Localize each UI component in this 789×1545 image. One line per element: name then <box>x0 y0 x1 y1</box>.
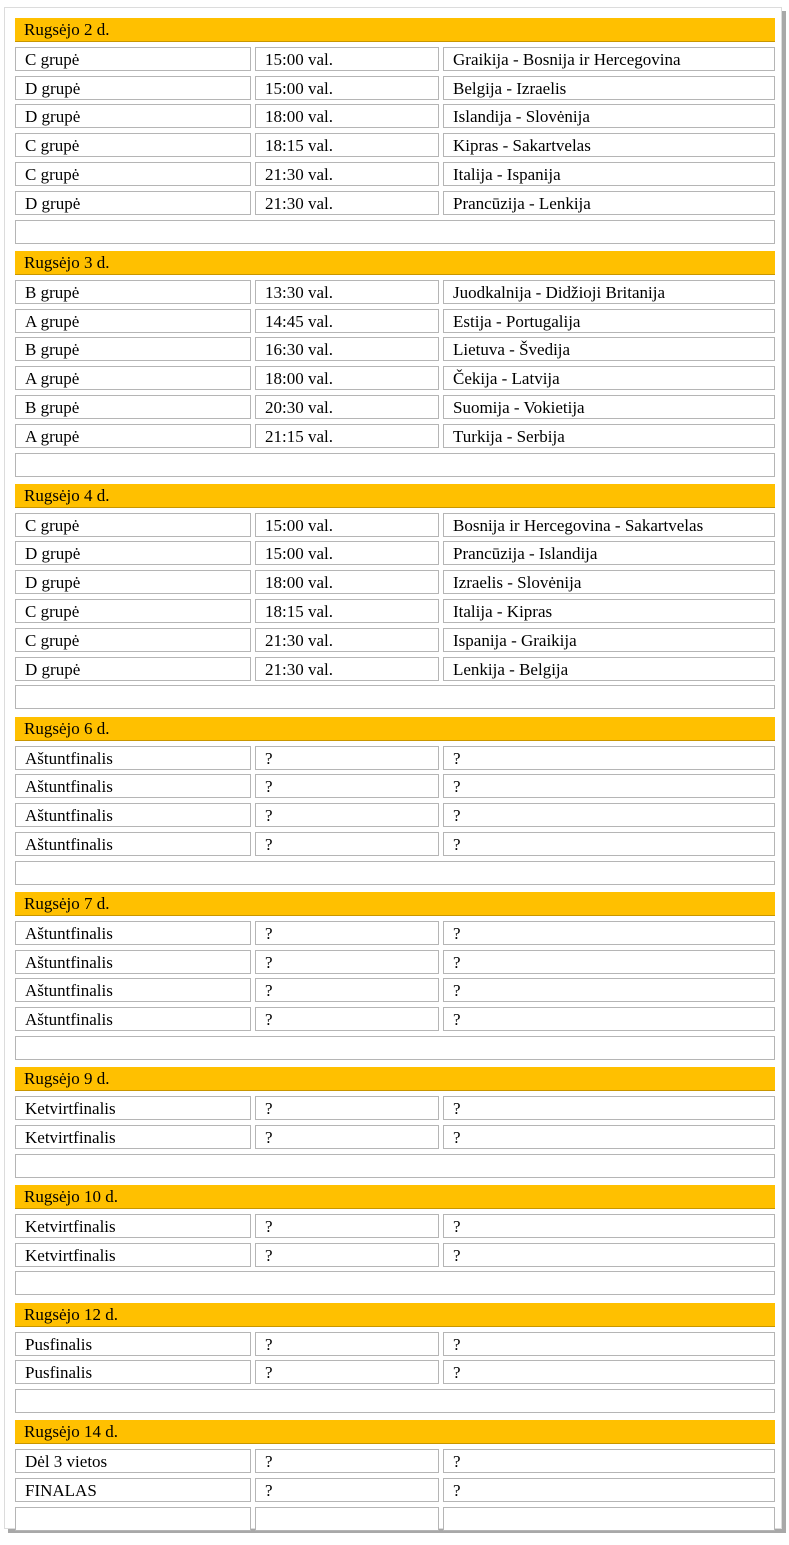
match-cell: Graikija - Bosnija ir Hercegovina <box>443 47 775 71</box>
match-cell: ? <box>443 1125 775 1149</box>
group-cell: C grupė <box>15 628 251 652</box>
group-cell: C grupė <box>15 162 251 186</box>
group-cell: C grupė <box>15 513 251 537</box>
match-cell: ? <box>443 921 775 945</box>
group-cell: D grupė <box>15 104 251 128</box>
table-row <box>15 599 775 624</box>
time-cell: 20:30 val. <box>255 395 439 419</box>
match-cell: ? <box>443 1449 775 1473</box>
time-cell: 13:30 val. <box>255 280 439 304</box>
table-row <box>15 1507 775 1532</box>
date-header: Rugsėjo 7 d. <box>15 892 775 916</box>
group-cell: Dėl 3 vietos <box>15 1449 251 1473</box>
date-header: Rugsėjo 9 d. <box>15 1067 775 1091</box>
match-cell: Estija - Portugalija <box>443 309 775 333</box>
table-row <box>15 424 775 449</box>
date-header: Rugsėjo 14 d. <box>15 1420 775 1444</box>
time-cell: ? <box>255 950 439 974</box>
table-row <box>15 47 775 72</box>
spacer-row <box>15 1154 775 1178</box>
time-cell: ? <box>255 1478 439 1502</box>
match-cell: ? <box>443 978 775 1002</box>
spacer-row <box>15 861 775 885</box>
group-cell: A grupė <box>15 366 251 390</box>
time-cell: 21:30 val. <box>255 162 439 186</box>
table-row <box>15 803 775 828</box>
group-cell: Aštuntfinalis <box>15 978 251 1002</box>
time-cell: 21:15 val. <box>255 424 439 448</box>
match-cell <box>443 1507 775 1531</box>
time-cell: 15:00 val. <box>255 513 439 537</box>
table-row <box>15 832 775 857</box>
spacer-row <box>15 685 775 709</box>
match-cell: Lietuva - Švedija <box>443 337 775 361</box>
group-cell: Ketvirtfinalis <box>15 1096 251 1120</box>
group-cell: Aštuntfinalis <box>15 950 251 974</box>
match-cell: Izraelis - Slovėnija <box>443 570 775 594</box>
match-cell: Suomija - Vokietija <box>443 395 775 419</box>
group-cell: Aštuntfinalis <box>15 1007 251 1031</box>
table-row <box>15 921 775 946</box>
match-cell: ? <box>443 774 775 798</box>
time-cell: ? <box>255 832 439 856</box>
match-cell: Italija - Kipras <box>443 599 775 623</box>
table-row <box>15 337 775 362</box>
group-cell: C grupė <box>15 133 251 157</box>
match-cell: Italija - Ispanija <box>443 162 775 186</box>
match-cell: ? <box>443 1243 775 1267</box>
time-cell: ? <box>255 1449 439 1473</box>
spacer-row <box>15 1036 775 1060</box>
table-row <box>15 628 775 653</box>
match-cell: ? <box>443 832 775 856</box>
group-cell: D grupė <box>15 570 251 594</box>
group-cell: Aštuntfinalis <box>15 746 251 770</box>
time-cell: 14:45 val. <box>255 309 439 333</box>
table-row <box>15 309 775 334</box>
table-row <box>15 513 775 538</box>
match-cell: Islandija - Slovėnija <box>443 104 775 128</box>
date-header: Rugsėjo 10 d. <box>15 1185 775 1209</box>
match-cell: Ispanija - Graikija <box>443 628 775 652</box>
time-cell <box>255 1507 439 1531</box>
table-row <box>15 1125 775 1150</box>
group-cell: Ketvirtfinalis <box>15 1125 251 1149</box>
group-cell: Aštuntfinalis <box>15 774 251 798</box>
date-header: Rugsėjo 2 d. <box>15 18 775 42</box>
table-row <box>15 1007 775 1032</box>
time-cell: 15:00 val. <box>255 541 439 565</box>
time-cell: 18:00 val. <box>255 104 439 128</box>
table-row <box>15 133 775 158</box>
group-cell: B grupė <box>15 280 251 304</box>
spacer-row <box>15 220 775 244</box>
group-cell: C grupė <box>15 599 251 623</box>
table-row <box>15 1243 775 1268</box>
group-cell: D grupė <box>15 191 251 215</box>
group-cell: D grupė <box>15 541 251 565</box>
table-row <box>15 657 775 682</box>
time-cell: 18:00 val. <box>255 570 439 594</box>
time-cell: ? <box>255 1214 439 1238</box>
table-row <box>15 746 775 771</box>
date-header: Rugsėjo 12 d. <box>15 1303 775 1327</box>
date-header: Rugsėjo 3 d. <box>15 251 775 275</box>
match-cell: ? <box>443 1478 775 1502</box>
table-row <box>15 76 775 101</box>
group-cell: Aštuntfinalis <box>15 832 251 856</box>
time-cell: 15:00 val. <box>255 47 439 71</box>
table-row <box>15 395 775 420</box>
match-cell: Kipras - Sakartvelas <box>443 133 775 157</box>
time-cell: ? <box>255 1243 439 1267</box>
table-row <box>15 280 775 305</box>
table-row <box>15 541 775 566</box>
match-cell: ? <box>443 1360 775 1384</box>
time-cell: 18:15 val. <box>255 599 439 623</box>
table-row <box>15 570 775 595</box>
time-cell: ? <box>255 774 439 798</box>
group-cell: B grupė <box>15 395 251 419</box>
table-row <box>15 1360 775 1385</box>
table-row <box>15 1096 775 1121</box>
time-cell: ? <box>255 978 439 1002</box>
match-cell: Juodkalnija - Didžioji Britanija <box>443 280 775 304</box>
spacer-row <box>15 1389 775 1413</box>
match-cell: Prancūzija - Islandija <box>443 541 775 565</box>
time-cell: 21:30 val. <box>255 191 439 215</box>
table-row <box>15 162 775 187</box>
time-cell: ? <box>255 803 439 827</box>
time-cell: 18:00 val. <box>255 366 439 390</box>
group-cell: C grupė <box>15 47 251 71</box>
group-cell: D grupė <box>15 76 251 100</box>
table-row <box>15 1214 775 1239</box>
time-cell: ? <box>255 1096 439 1120</box>
time-cell: 18:15 val. <box>255 133 439 157</box>
match-cell: ? <box>443 1214 775 1238</box>
match-cell: ? <box>443 1332 775 1356</box>
group-cell: Pusfinalis <box>15 1360 251 1384</box>
match-cell: ? <box>443 950 775 974</box>
table-row <box>15 774 775 799</box>
spacer-row <box>15 453 775 477</box>
match-cell: Čekija - Latvija <box>443 366 775 390</box>
time-cell: ? <box>255 1332 439 1356</box>
group-cell: Aštuntfinalis <box>15 921 251 945</box>
match-cell: ? <box>443 803 775 827</box>
time-cell: ? <box>255 1007 439 1031</box>
date-header: Rugsėjo 4 d. <box>15 484 775 508</box>
match-cell: ? <box>443 1007 775 1031</box>
time-cell: ? <box>255 746 439 770</box>
table-row <box>15 950 775 975</box>
table-row <box>15 191 775 216</box>
schedule-sheet <box>4 7 782 1529</box>
spacer-row <box>15 1271 775 1295</box>
time-cell: ? <box>255 1360 439 1384</box>
time-cell: ? <box>255 1125 439 1149</box>
time-cell: 15:00 val. <box>255 76 439 100</box>
group-cell: A grupė <box>15 309 251 333</box>
time-cell: 21:30 val. <box>255 628 439 652</box>
match-cell: Prancūzija - Lenkija <box>443 191 775 215</box>
time-cell: 21:30 val. <box>255 657 439 681</box>
table-row <box>15 1478 775 1503</box>
group-cell: Ketvirtfinalis <box>15 1214 251 1238</box>
match-cell: Bosnija ir Hercegovina - Sakartvelas <box>443 513 775 537</box>
time-cell: 16:30 val. <box>255 337 439 361</box>
group-cell: D grupė <box>15 657 251 681</box>
match-cell: ? <box>443 746 775 770</box>
group-cell: A grupė <box>15 424 251 448</box>
time-cell: ? <box>255 921 439 945</box>
group-cell: B grupė <box>15 337 251 361</box>
table-row <box>15 1449 775 1474</box>
group-cell: Ketvirtfinalis <box>15 1243 251 1267</box>
group-cell <box>15 1507 251 1531</box>
match-cell: Turkija - Serbija <box>443 424 775 448</box>
group-cell: FINALAS <box>15 1478 251 1502</box>
table-row <box>15 366 775 391</box>
table-row <box>15 978 775 1003</box>
match-cell: Lenkija - Belgija <box>443 657 775 681</box>
match-cell: Belgija - Izraelis <box>443 76 775 100</box>
table-row <box>15 104 775 129</box>
match-cell: ? <box>443 1096 775 1120</box>
group-cell: Aštuntfinalis <box>15 803 251 827</box>
group-cell: Pusfinalis <box>15 1332 251 1356</box>
table-row <box>15 1332 775 1357</box>
date-header: Rugsėjo 6 d. <box>15 717 775 741</box>
